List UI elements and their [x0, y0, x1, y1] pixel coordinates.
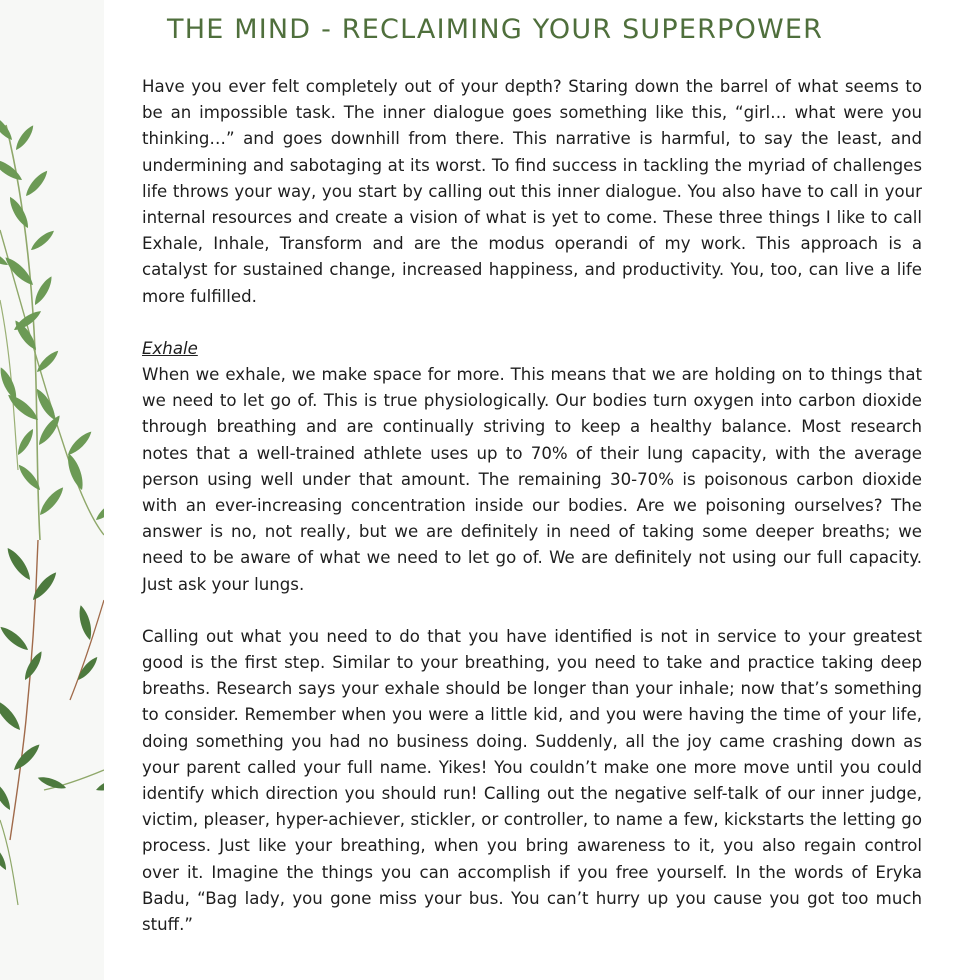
eucalyptus-branches-image: [0, 0, 104, 980]
article-body: [142, 74, 922, 938]
calling-out-paragraph: Calling out what you need to do that you have identified is not in service to your greatest good is the first step. Similar to your breathing, you need to take and practice taking deep breaths. Research says your exhale should be longer than your inhale; now that’s something to consider. Remember when you were a little kid, and you were having the time of your life, doing something you had no business doing. Suddenly, all the joy came crashing down as your parent called your full name. Yikes! You couldn’t make one more move until you could identify which direction you should run! Calling out the negative self-talk of our inner judge, victim, pleaser, hyper-achiever, stickler, or controller, to name a few, kickstarts the letting go process. Just like your breathing, when you bring awareness to it, you also regain control over it. Imagine the things you can accomplish if you free yourself. In the words of Eryka Badu, “Bag lady, you gone miss your bus. You can’t hurry up you cause you got too much stuff.”: [142, 626, 922, 935]
eucalyptus-decoration: [0, 0, 104, 980]
exhale-paragraph: When we exhale, we make space for more. This means that we are holding on to things that we need to let go of. This is true physiologically. Our bodies turn oxygen into carbon dioxide through breathing and are continually striving to keep a healthy balance. Most research notes that a well-trained athlete uses up to 70% of their lung capacity, with the average person using well under that amount. The remaining 30-70% is poisonous carbon dioxide with an ever-increasing concentration inside our bodies. Are we poisoning ourselves? The answer is no, not really, but we are definitely in need of taking some deeper breaths; we need to be aware of what we need to let go of. We are definitely not using our full capacity. Just ask your lungs.: [142, 365, 922, 594]
intro-paragraph: Have you ever felt completely out of your depth? Staring down the barrel of what seems to be an impossible task. The inner dialogue goes something like this, “girl… what were you thinking…” and goes downhill from there. This narrative is harmful, to say the least, and undermining and sabotaging at its worst. To find success in tackling the myriad of challenges life throws your way, you start by calling out this inner dialogue. You also have to call in your internal resources and create a vision of what is yet to come. These three things I like to call Exhale, Inhale, Transform and are the modus operandi of my work. This approach is a catalyst for sustained change, increased happiness, and productivity. You, too, can live a life more fulfilled.: [142, 77, 922, 306]
page-title: THE MIND - RECLAIMING YOUR SUPERPOWER: [167, 14, 824, 45]
exhale-heading: Exhale: [142, 338, 198, 358]
